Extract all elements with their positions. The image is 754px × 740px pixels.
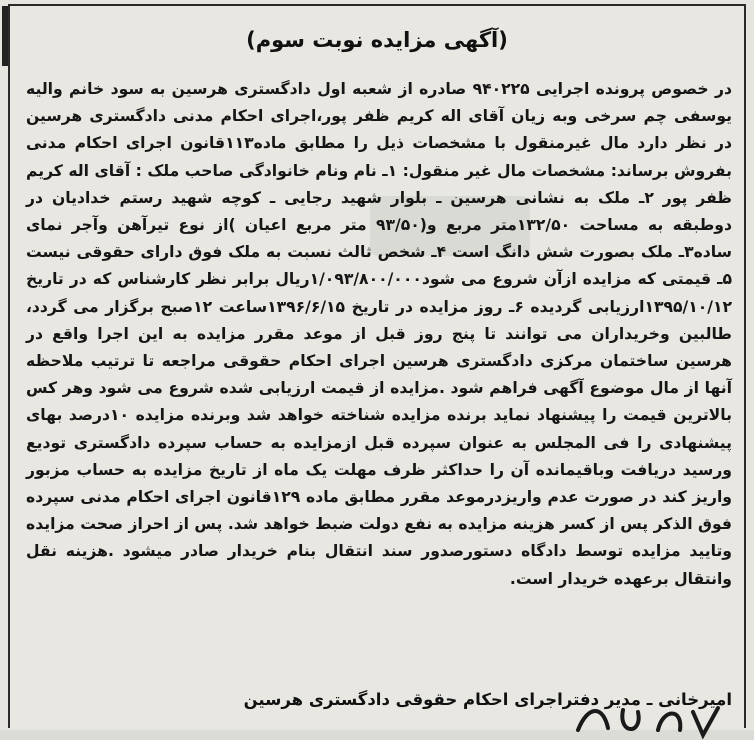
handwritten-stamp-mark [568,700,728,740]
notice-signature: امیرخانی ـ مدیر دفتراجرای احکام حقوقی دادگستری هرسین [243,690,732,709]
notice-body: در خصوص پرونده اجرایی ۹۴۰۲۲۵ صادره از شعبه اول دادگستری هرسین به سود خانم والیه یوسفی چم سرخی وبه زیان آقای اله کریم ظفر پور،اجرای احکام مدنی دادگستری هرسین در نظر دارد مال غیرمنقول با مشخصات ذیل را مطابق ماده۱۱۳قانون اجرای احکام مدنی بفروش برساند: مشخصات مال غیر منقول: ۱ـ نام ونام خانوادگی صاحب ملک : آقای اله کریم ظفر پور ۲ـ ملک به نشانی هرسین ـ بلوار شهید رجایی ـ کوچه شهید رستم خدادیان در دوطبقه به مساحت ۱۳۲/۵۰متر مربع و(۹۳/۵۰ متر مربع اعیان )از نوع تیرآهن وآجر نمای ساده۳ـ ملک بصورت شش دانگ است ۴ـ شخص ثالث نسبت به ملک فوق دارای حقوقی نیست ۵ـ قیمتی که مزایده ازآن شروع می شود۱/۰۹۳/۸۰۰/۰۰۰ریال برابر نظر کارشناس که در تاریخ ۱۳۹۵/۱۰/۱۲ارزیابی گردیده ۶ـ روز مزایده در تاریخ ۱۳۹۶/۶/۱۵ساعت ۱۲صبح برگزار می گردد، طالبین وخریداران می توانند تا پنج روز قبل از موعد مقرر مزایده به این اجرا واقع در هرسین ساختمان مرکزی دادگستری هرسین اجرای احکام حقوقی مراجعه تا ترتیب ملاحظه آنها از مال موضوع آگهی فراهم شود .مزایده از قیمت ارزیابی شده شروع می شود وهر کس بالاترین قیمت را پیشنهاد نماید برنده مزایده شناخته خواهد شد وبرنده مزایده ۱۰درصد بهای پیشنهادی را فی المجلس به عنوان سپرده قبل ازمزایده به حساب سپرده دادگستری تودیع ورسید دریافت وباقیمانده آن را حداکثر ظرف مهلت یک ماه از تاریخ مزایده به حساب مزبور واریز کند در صورت عدم واریزدرموعد مقرر مطابق ماده ۱۲۹قانون اجرای احکام مدنی سپرده فوق الذکر پس از کسر هزینه مزایده به نفع دولت ضبط خواهد شد. پس از احراز صحت مزایده وتایید مزایده توسط دادگاه دستورصدور سند انتقال بنام خریدار صادر میشود .هزینه نقل وانتقال برعهده خریدار است. [26,80,733,588]
notice-title: (آگهی مزایده نوبت سوم) [246,28,508,52]
